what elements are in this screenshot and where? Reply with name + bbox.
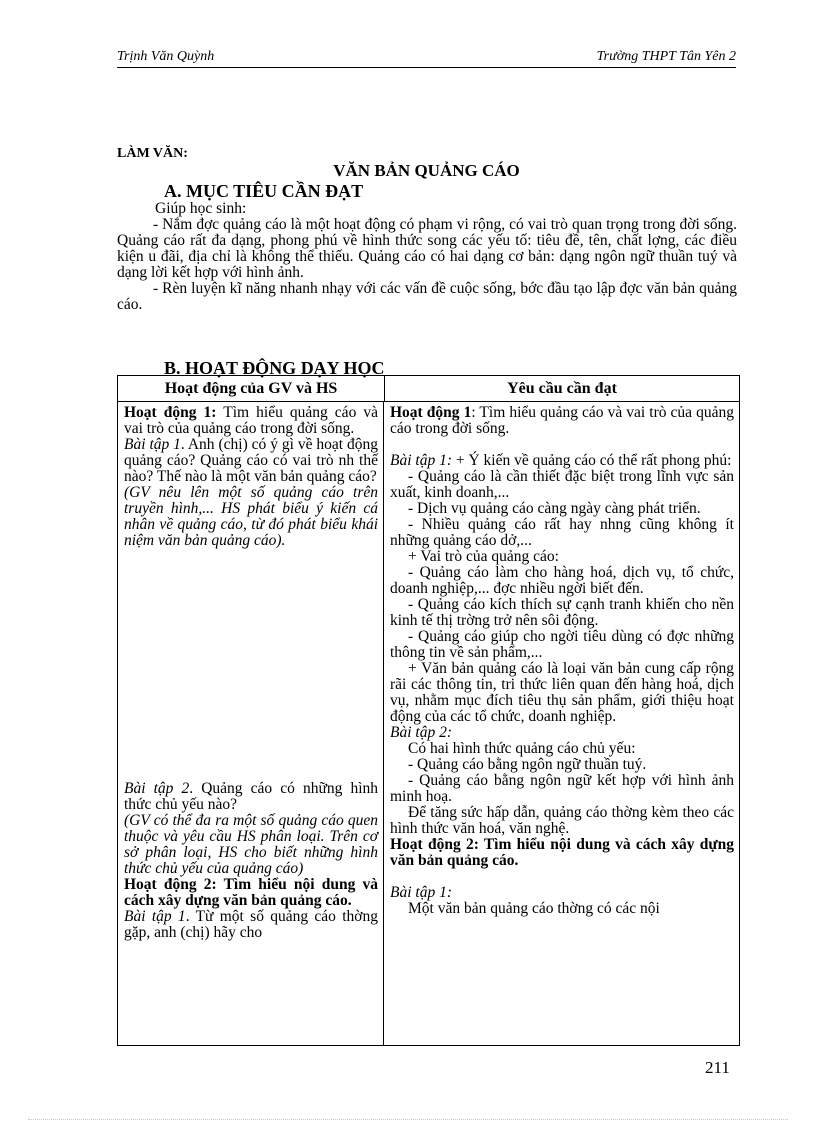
intro-paragraph: - Nắm đợc quảng cáo là một hoạt động có phạm vi rộng, có vai trò quan trọng trong đời sống. Quảng cáo rất đa dạng, phong phú về hình thức song các yếu tố: tiêu đề, tên, chất lợng, các điều kiện u đãi, địa chỉ là không thể thiếu. Quảng cáo có hai dạng cơ bản: dạng ngôn ngữ thuần tuý và dạng lời kết hợp với hình ảnh. bbox=[117, 216, 737, 281]
section-a-body bbox=[117, 201, 737, 313]
exercise-1b-label: Bài tập 1: bbox=[390, 884, 452, 901]
role-heading: + Vai trò của quảng cáo: bbox=[408, 548, 559, 565]
table-header-activity: Hoạt động của GV và HS bbox=[118, 376, 385, 401]
list-item: - Quảng cáo giúp cho ngời tiêu dùng có đợc những thông tin về sản phẩm,... bbox=[390, 628, 734, 661]
activity-table bbox=[117, 375, 740, 1046]
section-a-heading: A. MỤC TIÊU CẦN ĐẠT bbox=[164, 181, 364, 201]
activity-2: Hoạt động 2: Tìm hiểu nội dung và cách xây dựng văn bản quảng cáo. bbox=[124, 876, 378, 909]
list-item: - Quảng cáo bằng ngôn ngữ kết hợp với hình ảnh minh hoạ. bbox=[390, 772, 734, 805]
list-item: - Quảng cáo là cần thiết đặc biệt trong lĩnh vực sản xuất, kinh doanh,... bbox=[390, 468, 734, 501]
table-header-requirements: Yêu cầu cần đạt bbox=[507, 379, 617, 397]
exercise-1b-text: Một văn bản quảng cáo thờng có các nội bbox=[408, 900, 660, 917]
spacer bbox=[124, 549, 378, 781]
exercise-1: Bài tập 1. Anh (chị) có ý gì về hoạt động quảng cáo? Quảng cáo có vai trò nh thế nào? Thế nào là một văn bản quảng cáo? bbox=[124, 436, 378, 485]
list-item: - Quảng cáo làm cho hàng hoá, dịch vụ, tổ chức, doanh nghiệp,... đợc nhiều ngời biết đến. bbox=[390, 564, 734, 597]
list-item: - Quảng cáo bằng ngôn ngữ thuần tuý. bbox=[408, 756, 647, 773]
list-item: - Quảng cáo kích thích sự cạnh tranh khiến cho nền kinh tế thị trờng trở nên sôi động. bbox=[390, 596, 734, 629]
header-school: Trường THPT Tân Yên 2 bbox=[596, 49, 736, 64]
activity-1: Hoạt động 1: Tìm hiểu quảng cáo và vai trò của quảng cáo trong đời sống. bbox=[124, 404, 378, 437]
section-label: LÀM VĂN: bbox=[117, 146, 188, 161]
exercise-1-answer: Bài tập 1: + Ý kiến về quảng cáo có thể rất phong phú: bbox=[390, 452, 732, 469]
exercise-1b: Bài tập 1. Từ một số quảng cáo thờng gặp, anh (chị) hãy cho bbox=[124, 908, 378, 941]
exercise-2-label: Bài tập 2: bbox=[390, 724, 452, 741]
page-number: 211 bbox=[705, 1058, 730, 1077]
intro-paragraph: - Rèn luyện kĩ năng nhanh nhạy với các vấn đề cuộc sống, bớc đầu tạo lập đợc văn bản quảng cáo. bbox=[117, 280, 737, 313]
intro-line: Giúp học sinh: bbox=[155, 200, 247, 217]
teacher-note-2: (GV có thể đa ra một số quảng cáo quen thuộc và yêu cầu HS phân loại. Trên cơ sở phân loại, HS cho biết những hình thức chủ yếu của quảng cáo) bbox=[124, 812, 378, 877]
section-b-heading: B. HOẠT ĐỘNG DẠY HỌC bbox=[164, 358, 385, 378]
footer-divider bbox=[28, 1119, 788, 1120]
teacher-note-1: (GV nêu lên một số quảng cáo trên truyền hình,... HS phát biểu ý kiến cá nhân về quảng cáo, từ đó phát biểu khái niệm văn bản quảng cáo). bbox=[124, 484, 378, 549]
list-item: - Dịch vụ quảng cáo càng ngày càng phát triển. bbox=[408, 500, 701, 517]
exercise-2-intro: Có hai hình thức quảng cáo chủ yếu: bbox=[408, 740, 636, 757]
header-divider bbox=[117, 67, 736, 68]
activity-column bbox=[118, 402, 384, 1045]
attraction-note: Để tăng sức hấp dẫn, quảng cáo thờng kèm theo các hình thức văn hoá, văn nghệ. bbox=[390, 804, 734, 837]
activity-1-goal: Hoạt động 1: Tìm hiểu quảng cáo và vai trò của quảng cáo trong đời sống. bbox=[390, 404, 734, 437]
activity-2-goal: Hoạt động 2: Tìm hiểu nội dung và cách xây dựng văn bản quảng cáo. bbox=[390, 836, 734, 869]
table-header-row bbox=[118, 376, 739, 402]
list-item: - Nhiều quảng cáo rất hay nhng cũng không ít những quảng cáo dở,... bbox=[390, 516, 734, 549]
page-title: VĂN BẢN QUẢNG CÁO bbox=[333, 161, 520, 180]
table-body bbox=[118, 402, 739, 1045]
definition: + Văn bản quảng cáo là loại văn bản cung cấp rộng rãi các thông tin, tri thức liên quan đến hàng hoá, dịch vụ, nhằm mục đích tiêu thụ sản phẩm, giới thiệu hoạt động của các tổ chức, doanh nghiệp. bbox=[390, 660, 734, 725]
header-author: Trịnh Văn Quỳnh bbox=[117, 49, 215, 64]
requirements-column bbox=[384, 402, 739, 1045]
exercise-2: Bài tập 2. Quảng cáo có những hình thức chủ yếu nào? bbox=[124, 780, 378, 813]
